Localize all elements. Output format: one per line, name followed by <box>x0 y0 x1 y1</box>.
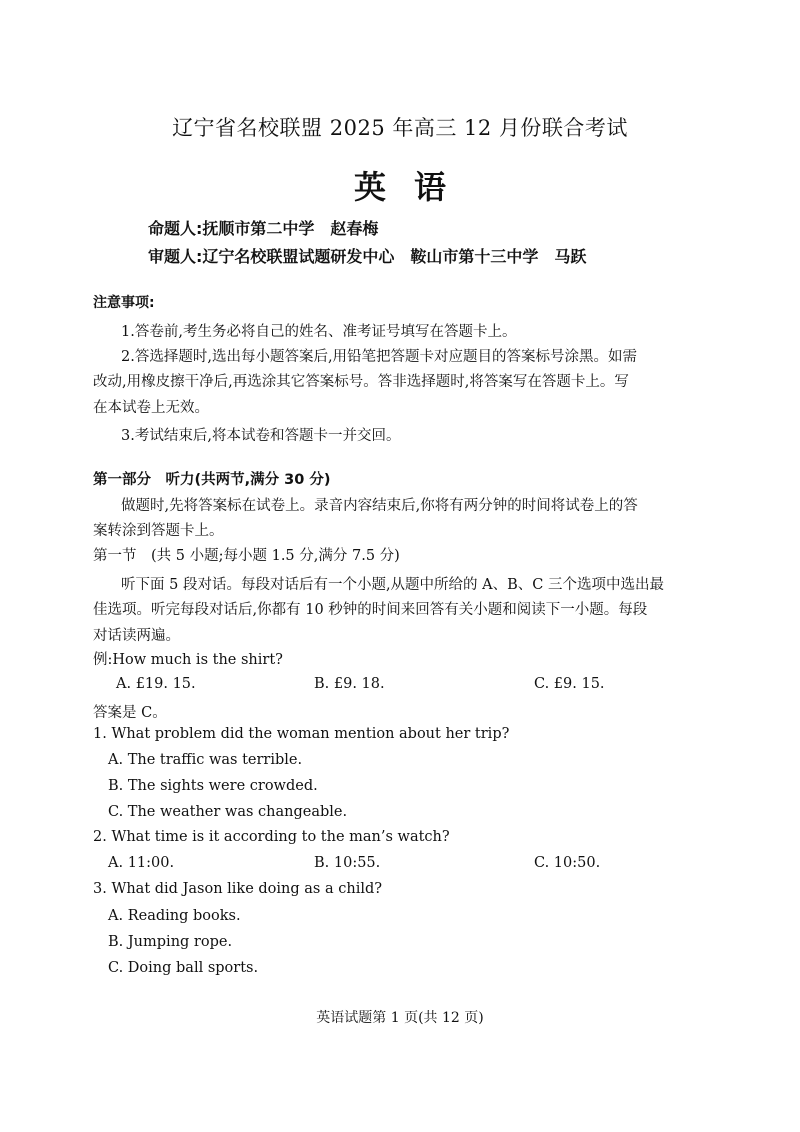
example-question: 例:How much is the shirt? <box>93 652 283 668</box>
question-2-option-a: A. 11:00. <box>108 855 175 871</box>
question-3-option-b: B. Jumping rope. <box>108 934 233 950</box>
author-line: 命题人:抚顺市第二中学 赵春梅 <box>148 219 379 238</box>
subject-title: 英语 <box>353 168 474 206</box>
question-1-option-a: A. The traffic was terrible. <box>108 752 303 768</box>
example-option-b: B. £9. 18. <box>314 676 385 692</box>
example-answer: 答案是 C。 <box>93 705 167 721</box>
question-1-stem: 1. What problem did the woman mention about her trip? <box>93 726 510 742</box>
exam-title: 辽宁省名校联盟 2025 年高三 12 月份联合考试 <box>172 116 628 140</box>
question-2-stem: 2. What time is it according to the man’s watch? <box>93 829 450 845</box>
question-2-option-c: C. 10:50. <box>534 855 601 871</box>
notice-item-2-line-1: 2.答选择题时,选出每小题答案后,用铅笔把答题卡对应题目的答案标号涂黑。如需 <box>121 349 638 365</box>
question-1-option-b: B. The sights were crowded. <box>108 778 318 794</box>
example-option-a: A. £19. 15. <box>116 676 196 692</box>
notice-item-1: 1.答卷前,考生务必将自己的姓名、准考证号填写在答题卡上。 <box>121 324 517 340</box>
part1-intro-line-2: 案转涂到答题卡上。 <box>93 523 224 539</box>
section1-line-1: 听下面 5 段对话。每段对话后有一个小题,从题中所给的 A、B、C 三个选项中选出最 <box>121 577 664 593</box>
page-footer: 英语试题第 1 页(共 12 页) <box>316 1010 484 1026</box>
question-3-option-a: A. Reading books. <box>108 908 241 924</box>
example-option-c: C. £9. 15. <box>534 676 605 692</box>
notice-heading: 注意事项: <box>93 295 155 311</box>
notice-item-2-line-3: 在本试卷上无效。 <box>93 400 209 416</box>
notice-item-2-line-2: 改动,用橡皮擦干净后,再选涂其它答案标号。答非选择题时,将答案写在答题卡上。写 <box>93 374 629 390</box>
notice-item-3: 3.考试结束后,将本试卷和答题卡一并交回。 <box>121 428 401 444</box>
part1-heading: 第一部分 听力(共两节,满分 30 分) <box>93 472 331 488</box>
reviewer-line: 审题人:辽宁名校联盟试题研发中心 鞍山市第十三中学 马跃 <box>148 247 587 266</box>
question-1-option-c: C. The weather was changeable. <box>108 804 348 820</box>
question-3-stem: 3. What did Jason like doing as a child? <box>93 881 383 897</box>
part1-intro-line-1: 做题时,先将答案标在试卷上。录音内容结束后,你将有两分钟的时间将试卷上的答 <box>121 498 638 514</box>
section1-line-2: 佳选项。听完每段对话后,你都有 10 秒钟的时间来回答有关小题和阅读下一小题。每段 <box>93 602 648 618</box>
question-3-option-c: C. Doing ball sports. <box>108 960 259 976</box>
section1-line-3: 对话读两遍。 <box>93 628 180 644</box>
section1-heading: 第一节 (共 5 小题;每小题 1.5 分,满分 7.5 分) <box>93 548 400 564</box>
question-2-option-b: B. 10:55. <box>314 855 381 871</box>
